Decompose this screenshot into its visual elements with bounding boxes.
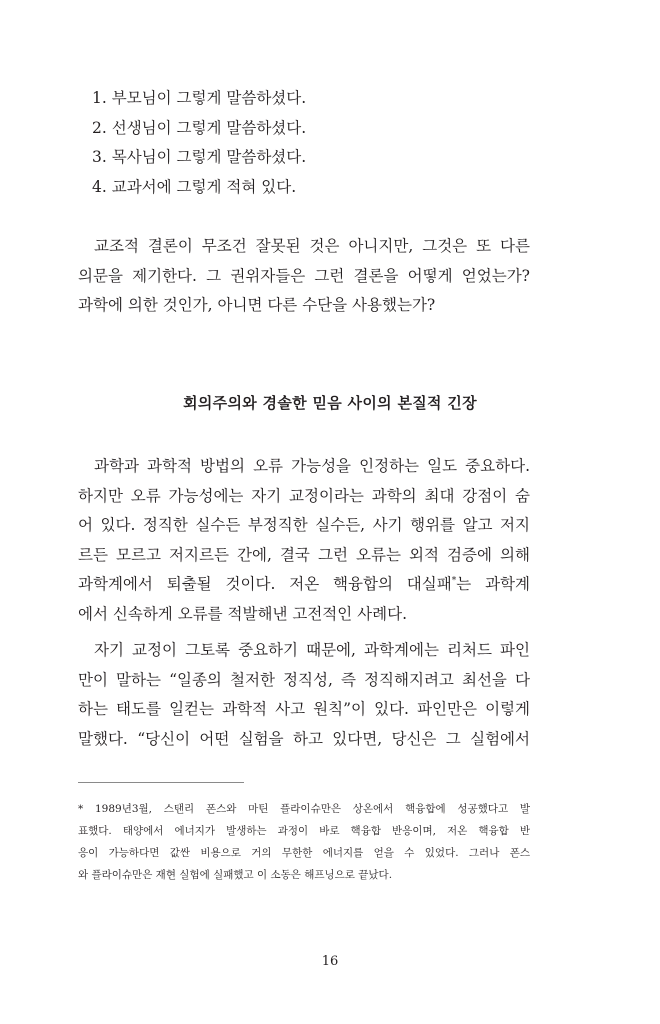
paragraph-text: 는 과학계	[456, 575, 530, 593]
paragraph-line: 의문을 제기한다. 그 권위자들은 그런 결론을 어떻게 얻었는가?	[78, 266, 530, 285]
paragraph-line: 교조적 결론이 무조건 잘못된 것은 아니지만, 그것은 또 다른	[94, 237, 530, 255]
paragraph	[78, 232, 530, 321]
reasons-list	[92, 84, 306, 202]
footnote-line: * 1989년3월, 스탠리 폰스와 마틴 플라이슈만은 상온에서 핵융합에 성공했다고 발	[78, 803, 530, 815]
paragraph-line: 말했다. “당신이 어떤 실험을 하고 있다면, 당신은 그 실험에서	[78, 729, 530, 748]
paragraph-line: 에서 신속하게 오류를 적발해낸 고전적인 사례다.	[78, 604, 408, 623]
paragraph	[78, 452, 530, 629]
footnote-line: 와 플라이슈만은 재현 실험에 실패했고 이 소동은 해프닝으로 끝났다.	[78, 869, 393, 881]
footnote-divider	[78, 782, 244, 783]
list-item: 3. 목사님이 그렇게 말씀하셨다.	[92, 148, 307, 166]
paragraph-line: 하지만 오류 가능성에는 자기 교정이라는 과학의 최대 강점이 숨	[78, 486, 530, 505]
footnote	[78, 798, 530, 886]
paragraph-line: 과학에 의한 것인가, 아니면 다른 수단을 사용했는가?	[78, 296, 436, 314]
footnote-line: 표했다. 태양에서 에너지가 발생하는 과정이 바로 핵융합 반응이며, 저온 핵융합 반	[78, 825, 530, 837]
paragraph-line: 르든 모르고 저지르든 간에, 결국 그런 오류는 외적 검증에 의해	[78, 545, 530, 564]
paragraph-line-with-footnote	[78, 570, 530, 600]
footnote-line: 응이 가능하다면 값싼 비용으로 거의 무한한 에너지를 얻을 수 있었다. 그러나 폰스	[78, 847, 530, 859]
footnote-reference: *	[451, 575, 457, 586]
section-heading: 회의주의와 경솔한 믿음 사이의 본질적 긴장	[183, 394, 477, 412]
paragraph-line: 하는 태도를 일컫는 과학적 사고 원칙”이 있다. 파인만은 이렇게	[78, 700, 530, 718]
list-item: 2. 선생님이 그렇게 말씀하셨다.	[92, 118, 307, 137]
paragraph-line: 과학과 과학적 방법의 오류 가능성을 인정하는 일도 중요하다.	[94, 457, 530, 475]
paragraph-line: 자기 교정이 그토록 중요하기 때문에, 과학계에는 리처드 파인	[94, 641, 530, 659]
paragraph	[78, 636, 530, 754]
list-item: 4. 교과서에 그렇게 적혀 있다.	[92, 177, 297, 196]
list-item: 1. 부모님이 그렇게 말씀하셨다.	[92, 89, 307, 107]
page-number: 16	[321, 954, 339, 969]
paragraph-line: 어 있다. 정직한 실수든 부정직한 실수든, 사기 행위를 알고 저지	[78, 516, 530, 534]
paragraph-text: 과학계에서 퇴출될 것이다. 저온 핵융합의 대실패	[78, 575, 452, 593]
paragraph-line: 만이 말하는 “일종의 철저한 정직성, 즉 정직해지려고 최선을 다	[78, 670, 530, 689]
